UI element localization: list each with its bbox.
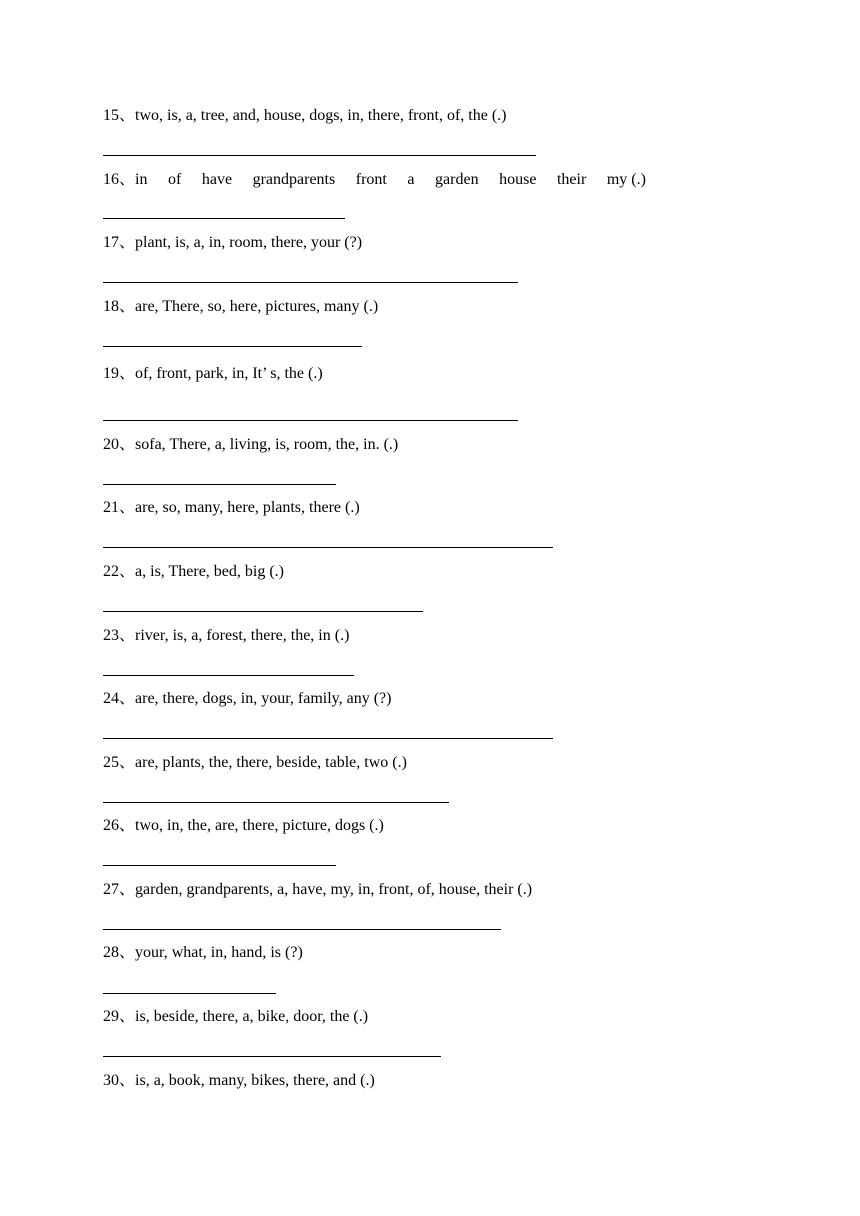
exercise-number: 28、 [103, 944, 136, 961]
exercise-word: have [201, 171, 233, 188]
answer-line [103, 802, 449, 803]
exercise-word: house [499, 171, 537, 188]
exercise-prompt: is, beside, there, a, bike, door, the (.) [135, 1008, 369, 1025]
exercise-prompt: your, what, in, hand, is (?) [135, 944, 303, 961]
exercise-word: my (.) [606, 171, 646, 188]
exercise-prompt: of, front, park, in, It’ s, the (.) [135, 365, 323, 382]
exercise-number: 17、 [103, 234, 136, 251]
answer-line [103, 738, 553, 739]
exercise-prompt: garden, grandparents, a, have, my, in, front, of, house, their (.) [135, 881, 533, 898]
exercise-number-and-word [103, 170, 147, 190]
answer-line [103, 865, 336, 866]
answer-line [103, 993, 276, 994]
exercise-prompt: sofa, There, a, living, is, room, the, in. (.) [135, 436, 399, 453]
exercise-19 [103, 364, 323, 384]
exercise-number: 18、 [103, 298, 136, 315]
exercise-number: 26、 [103, 817, 136, 834]
exercise-word: garden [435, 171, 479, 188]
exercise-28 [103, 943, 303, 963]
exercise-16 [103, 170, 646, 190]
exercise-number: 20、 [103, 436, 136, 453]
exercise-15 [103, 106, 506, 126]
exercise-17 [103, 233, 362, 253]
exercise-prompt: two, in, the, are, there, picture, dogs (.) [135, 817, 384, 834]
exercise-number: 27、 [103, 881, 136, 898]
exercise-number: 23、 [103, 627, 136, 644]
answer-line [103, 282, 518, 283]
answer-line [103, 1056, 441, 1057]
exercise-number: 21、 [103, 499, 136, 516]
exercise-20 [103, 435, 398, 455]
exercise-18 [103, 297, 378, 317]
exercise-number: 16、 [103, 171, 136, 188]
answer-line [103, 155, 536, 156]
exercise-number: 29、 [103, 1008, 136, 1025]
exercise-21 [103, 498, 360, 518]
answer-line [103, 611, 423, 612]
answer-line [103, 929, 501, 930]
exercise-prompt: river, is, a, forest, there, the, in (.) [135, 627, 350, 644]
exercise-prompt: are, so, many, here, plants, there (.) [135, 499, 360, 516]
exercise-number: 25、 [103, 754, 136, 771]
exercise-number: 30、 [103, 1072, 136, 1089]
exercise-25 [103, 753, 407, 773]
exercise-prompt: are, there, dogs, in, your, family, any (?) [135, 690, 392, 707]
exercise-22 [103, 562, 284, 582]
exercise-number: 24、 [103, 690, 136, 707]
exercise-number: 22、 [103, 563, 136, 580]
exercise-number: 15、 [103, 107, 136, 124]
exercise-prompt: are, plants, the, there, beside, table, two (.) [135, 754, 407, 771]
answer-line [103, 547, 553, 548]
exercise-word: of [168, 171, 182, 188]
exercise-word: in [135, 171, 148, 188]
exercise-29 [103, 1007, 368, 1027]
exercise-prompt: are, There, so, here, pictures, many (.) [135, 298, 379, 315]
exercise-prompt: a, is, There, bed, big (.) [135, 563, 285, 580]
exercise-prompt: two, is, a, tree, and, house, dogs, in, there, front, of, the (.) [135, 107, 507, 124]
exercise-prompt: plant, is, a, in, room, there, your (?) [135, 234, 363, 251]
answer-line [103, 346, 362, 347]
exercise-26 [103, 816, 384, 836]
exercise-word: front [355, 171, 387, 188]
exercise-27 [103, 880, 532, 900]
exercise-word: grandparents [252, 171, 336, 188]
exercise-23 [103, 626, 349, 646]
exercise-30 [103, 1071, 375, 1091]
exercise-word: a [407, 171, 415, 188]
exercise-24 [103, 689, 391, 709]
answer-line [103, 484, 336, 485]
exercise-word: their [556, 171, 587, 188]
answer-line [103, 420, 518, 421]
answer-line [103, 675, 354, 676]
answer-line [103, 218, 345, 219]
exercise-prompt: is, a, book, many, bikes, there, and (.) [135, 1072, 375, 1089]
exercise-number: 19、 [103, 365, 136, 382]
